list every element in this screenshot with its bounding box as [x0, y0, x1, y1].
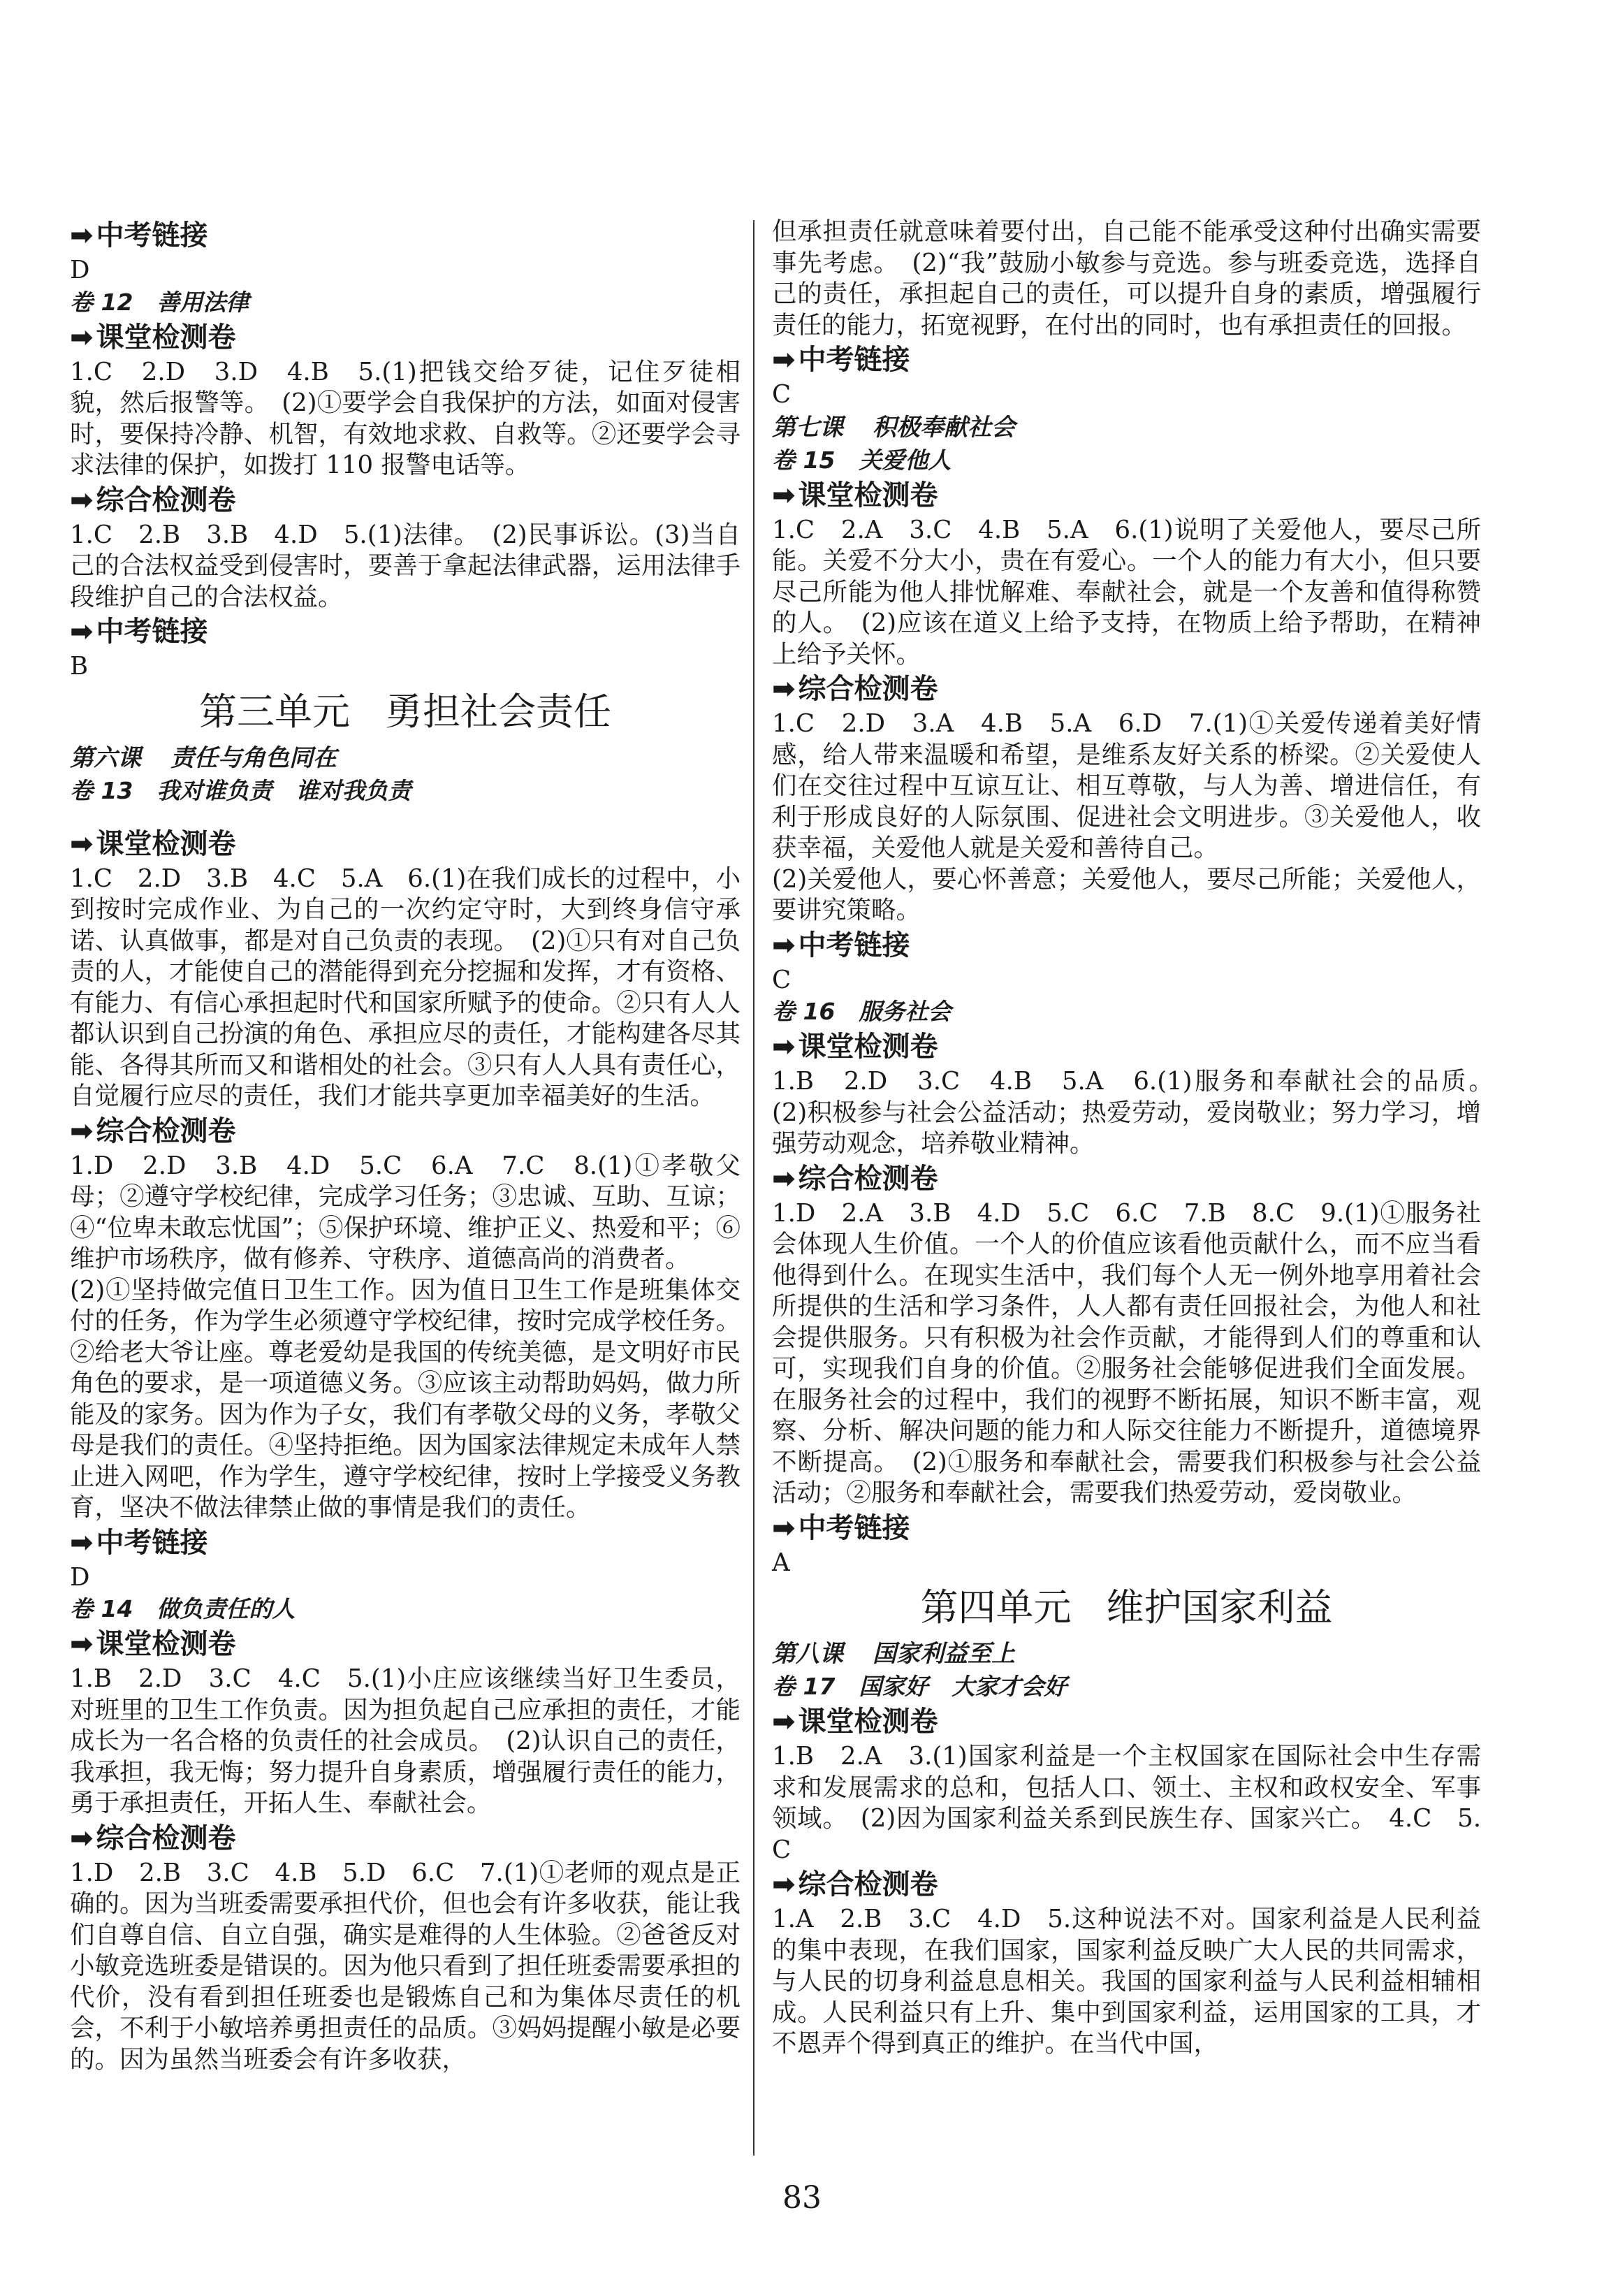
section-heading-zhongkao: ➡ 中考链接	[70, 219, 208, 252]
answer-text: (2)关爱他人，要心怀善意；关爱他人，要尽己所能；关爱他人，要讲究策略。	[772, 864, 1481, 924]
lesson-title: 第六课 责任与角色同在	[70, 743, 337, 772]
section-heading-ketang: ➡ 课堂检测卷	[772, 1031, 938, 1063]
section-heading-zonghe: ➡ 综合检测卷	[70, 1114, 236, 1147]
column-divider	[753, 220, 754, 2156]
arrow-icon: ➡	[70, 321, 94, 354]
juan-title: 卷 15 关爱他人	[772, 446, 952, 474]
section-heading-zhongkao: ➡ 中考链接	[772, 1511, 910, 1544]
section-heading-zonghe: ➡ 综合检测卷	[772, 1162, 938, 1195]
answer-text: C	[772, 380, 792, 409]
arrow-icon: ➡	[70, 1628, 94, 1660]
answer-text: 1.C 2.D 3.A 4.B 5.A 6.D 7.(1)①关爱传递着美好情感，给人带来温暖和希望，是维系友好关系的桥梁。②关爱使人们在交往过程中互谅互让、相互尊敬，与人为善、增进信任，有利于形成良好的人际氛围、促进社会文明进步。③关爱他人，收获幸福，关爱他人就是关爱和善待自己。	[772, 709, 1481, 862]
answer-text: D	[70, 256, 90, 284]
left-column	[70, 217, 741, 2075]
answer-text: 1.C 2.A 3.C 4.B 5.A 6.(1)说明了关爱他人，要尽己所能。关爱不分大小，贵在有爱心。一个人的能力有大小，但只要尽己所能为他人排忧解难、奉献社会，就是一个友善和值得称赞的人。 (2)应该在道义上给予支持，在物质上给予帮助，在精神上给予关怀。	[772, 515, 1481, 669]
answer-text: 1.A 2.B 3.C 4.D 5.这种说法不对。国家利益是人民利益的集中表现，在我们国家，国家利益反映广大人民的共同需求，与人民的切身利益息息相关。我国的国家利益与人民利益相辅相成。人民利益只有上升、集中到国家利益，运用国家的工具，才不恩弄个得到真正的维护。在当代中国，	[772, 1905, 1481, 2058]
answer-text: C	[772, 965, 792, 994]
arrow-icon: ➡	[70, 219, 94, 252]
lesson-title: 第八课 国家利益至上	[772, 1640, 1015, 1668]
answer-text: D	[70, 1562, 90, 1592]
juan-title: 卷 16 服务社会	[772, 998, 952, 1025]
section-heading-ketang: ➡ 课堂检测卷	[772, 1706, 938, 1738]
juan-title: 卷 13 我对谁负责 谁对我负责	[70, 776, 411, 804]
page-number: 83	[782, 2180, 822, 2216]
juan-title: 卷 14 做负责任的人	[70, 1595, 296, 1622]
answer-text: 1.B 2.D 3.C 4.B 5.A 6.(1)服务和奉献社会的品质。 (2)积极参与社会公益活动；热爱劳动，爱岗敬业；努力学习，增强劳动观念，培养敬业精神。	[772, 1067, 1506, 1158]
juan-title: 卷 12 善用法律	[70, 288, 249, 316]
section-heading-ketang: ➡ 课堂检测卷	[70, 321, 236, 354]
answer-text: 但承担责任就意味着要付出，自己能不能承受这种付出确实需要事先考虑。 (2)“我”鼓励小敏参与竞选。参与班委竞选，选择自己的责任，承担起自己的责任，可以提升自身的素质，增强履行责任的能力，拓宽视野，在付出的同时，也有承担责任的回报。	[772, 217, 1481, 340]
answer-text: 1.D 2.D 3.B 4.D 5.C 6.A 7.C 8.(1)①孝敬父母；②遵守学校纪律，完成学习任务；③忠诚、互助、互谅；④“位卑未敢忘忧国”；⑤保护环境、维护正义、热爱和平；⑥维护市场秩序，做有修养、守秩序、道德高尚的消费者。	[70, 1151, 741, 1273]
section-heading-zonghe: ➡ 综合检测卷	[772, 1868, 938, 1901]
section-heading-ketang: ➡ 课堂检测卷	[70, 827, 236, 860]
arrow-icon: ➡	[70, 616, 94, 648]
arrow-icon: ➡	[772, 1868, 796, 1901]
right-column	[772, 217, 1506, 2060]
unit-title: 第三单元 勇担社会责任	[199, 689, 611, 734]
arrow-icon: ➡	[70, 1114, 94, 1147]
arrow-icon: ➡	[772, 1511, 796, 1544]
lesson-title: 第七课 积极奉献社会	[772, 413, 1015, 442]
section-heading-zonghe: ➡ 综合检测卷	[70, 484, 236, 516]
arrow-icon: ➡	[70, 1822, 94, 1854]
juan-title: 卷 17 国家好 大家才会好	[772, 1673, 1067, 1700]
answer-text: 1.D 2.A 3.B 4.D 5.C 6.C 7.B 8.C 9.(1)①服务社会体现人生价值。一个人的价值应该看他贡献什么，而不应当看他得到什么。在现实生活中，我们每个人无一例外地享用着社会所提供的生活和学习条件，人人都有责任回报社会，为他人和社会提供服务。只有积极为社会作贡献，才能得到人们的尊重和认可，实现我们自身的价值。②服务社会能够促进我们全面发展。在服务社会的过程中，我们的视野不断拓展，知识不断丰富，观察、分析、解决问题的能力和人际交往能力不断提升，道德境界不断提高。 (2)①服务和奉献社会，需要我们积极参与社会公益活动；②服务和奉献社会，需要我们热爱劳动，爱岗敬业。	[772, 1198, 1481, 1507]
answer-text: B	[70, 652, 89, 681]
section-heading-zhongkao: ➡ 中考链接	[772, 344, 910, 376]
arrow-icon: ➡	[772, 479, 796, 511]
arrow-icon: ➡	[70, 484, 94, 516]
arrow-icon: ➡	[70, 827, 94, 860]
arrow-icon: ➡	[772, 673, 796, 705]
section-heading-zhongkao: ➡ 中考链接	[70, 616, 208, 648]
answer-text: 1.C 2.D 3.D 4.B 5.(1)把钱交给歹徒，记住歹徒相貌，然后报警等。 (2)①要学会自我保护的方法，如面对侵害时，要保持冷静、机智，有效地求救、自救等。②还要学会寻求法律的保护，如拨打 110 报警电话等。	[70, 357, 741, 479]
unit-title: 第四单元 维护国家利益	[920, 1585, 1333, 1629]
section-heading-zonghe: ➡ 综合检测卷	[70, 1822, 236, 1854]
section-heading-zhongkao: ➡ 中考链接	[70, 1526, 208, 1559]
section-heading-ketang: ➡ 课堂检测卷	[772, 479, 938, 511]
answer-text: 1.B 2.A 3.(1)国家利益是一个主权国家在国际社会中生存需求和发展需求的总和，包括人口、领土、主权和政权安全、军事领域。 (2)因为国家利益关系到民族生存、国家兴亡。 4.C 5.C	[772, 1742, 1481, 1864]
answer-text: 1.B 2.D 3.C 4.C 5.(1)小庄应该继续当好卫生委员，对班里的卫生工作负责。因为担负起自己应承担的责任，才能成长为一名合格的负责任的社会成员。 (2)认识自己的责任，我承担，我无悔；努力提升自身素质，增强履行责任的能力，勇于承担责任，开拓人生、奉献社会。	[70, 1664, 741, 1817]
answer-text: 1.C 2.B 3.B 4.D 5.(1)法律。 (2)民事诉讼。(3)当自己的合法权益受到侵害时，要善于拿起法律武器，运用法律手段维护自己的合法权益。	[70, 520, 741, 611]
arrow-icon: ➡	[772, 344, 796, 376]
answer-text: A	[772, 1548, 790, 1577]
arrow-icon: ➡	[772, 1706, 796, 1738]
arrow-icon: ➡	[772, 929, 796, 961]
arrow-icon: ➡	[70, 1526, 94, 1559]
answer-text: (2)①坚持做完值日卫生工作。因为值日卫生工作是班集体交付的任务，作为学生必须遵守学校纪律，按时完成学校任务。②给老大爷让座。尊老爱幼是我国的传统美德，是文明好市民角色的要求，是一项道德义务。③应该主动帮助妈妈，做力所能及的家务。因为作为子女，我们有孝敬父母的义务，孝敬父母是我们的责任。④坚持拒绝。因为国家法律规定未成年人禁止进入网吧，作为学生，遵守学校纪律，按时上学接受义务教育，坚决不做法律禁止做的事情是我们的责任。	[70, 1275, 741, 1522]
section-heading-zhongkao: ➡ 中考链接	[772, 929, 910, 961]
arrow-icon: ➡	[772, 1162, 796, 1195]
answer-text: 1.D 2.B 3.C 4.B 5.D 6.C 7.(1)①老师的观点是正确的。因为当班委需要承担代价，但也会有许多收获，能让我们自尊自信、自立自强，确实是难得的人生体验。②爸爸反对小敏竞选班委是错误的。因为他只看到了担任班委需要承担的代价，没有看到担任班委也是锻炼自己和为集体尽责任的机会，不利于小敏培养勇担责任的品质。③妈妈提醒小敏是必要的。因为虽然当班委会有许多收获，	[70, 1858, 741, 2074]
answer-text: 1.C 2.D 3.B 4.C 5.A 6.(1)在我们成长的过程中，小到按时完成作业、为自己的一次约定守时，大到终身信守承诺、认真做事，都是对自己负责的表现。 (2)①只有对自己负责的人，才能使自己的潜能得到充分挖掘和发挥，才有资格、有能力、有信心承担起时代和国家所赋予的使命。②只有人人都认识到自己扮演的角色、承担应尽的责任，才能构建各尽其能、各得其所而又和谐相处的社会。③只有人人具有责任心，自觉履行应尽的责任，我们才能共享更加幸福美好的生活。	[70, 864, 741, 1110]
section-heading-ketang: ➡ 课堂检测卷	[70, 1628, 236, 1660]
section-heading-zonghe: ➡ 综合检测卷	[772, 673, 938, 705]
arrow-icon: ➡	[772, 1031, 796, 1063]
